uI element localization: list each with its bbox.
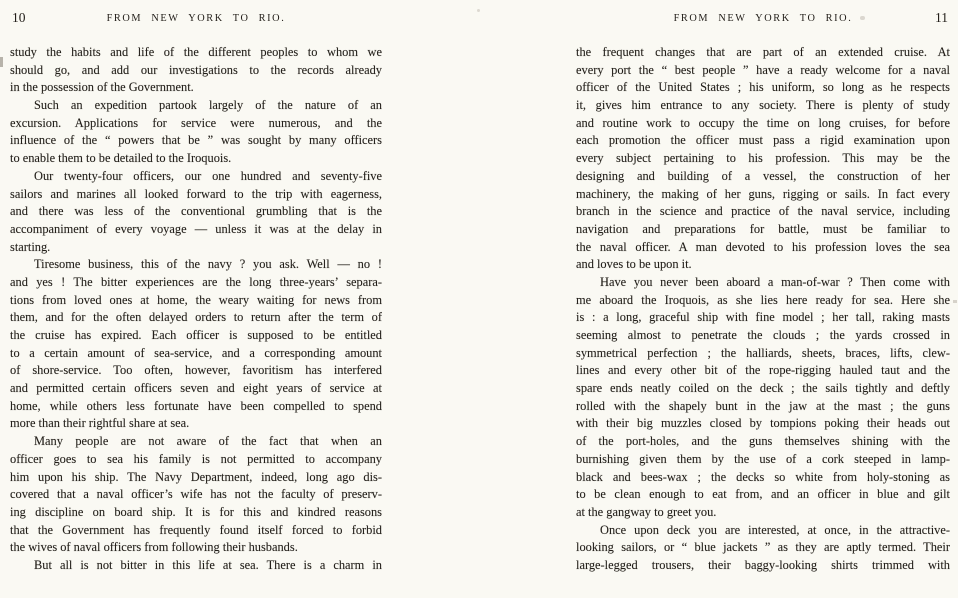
- page-left-header: [10, 11, 382, 27]
- running-title-left: FROM NEW YORK TO RIO.: [106, 13, 286, 24]
- scan-artifact: [477, 9, 480, 12]
- text-line: machinery, the making of her guns, rigging or sails. In fact every: [576, 186, 950, 201]
- scan-artifact: [953, 300, 957, 303]
- text-line: Our twenty-four officers, our one hundred and seventy-five: [34, 168, 382, 183]
- text-line: the wives of naval officers from following their husbands.: [10, 540, 298, 555]
- scan-artifact: [860, 16, 865, 20]
- text-line: each promotion the officer must pass a rigid examination upon: [576, 133, 950, 148]
- text-line: large-legged trousers, their baggy-looking shirts trimmed with: [576, 557, 950, 572]
- text-line: to be clean enough to eat from, and an officer in blue and gilt: [576, 487, 950, 502]
- text-line: rolled with the shapely bunt in the jaw at the mast ; the guns: [576, 398, 950, 413]
- text-line: to enable them to be detailed to the Iroquois.: [10, 151, 232, 166]
- text-line: the naval officer. A man devoted to his profession loves the sea: [576, 239, 950, 254]
- text-line: the cruise has expired. Each officer is supposed to be entitled: [10, 328, 382, 342]
- page-right-header: [576, 11, 950, 27]
- text-line: is : a long, graceful ship with fine model ; her tall, raking masts: [576, 310, 950, 325]
- text-line: covered that a naval officer’s wife has not the faculty of preserv-: [10, 487, 382, 502]
- page-number-left: 10: [12, 10, 26, 25]
- text-line: and permitted certain officers seven and eight years of service at: [10, 381, 382, 396]
- text-line: But all is not bitter in this life at sea. There is a charm in: [34, 557, 382, 572]
- text-line: and loves to be upon it.: [576, 257, 692, 272]
- text-line: officer of the United States ; his uniform, so long as he respects: [576, 80, 950, 95]
- text-line: burnishing given them by the use of a cork steeped in lamp-: [576, 451, 950, 466]
- scan-artifact: [0, 57, 3, 67]
- text-line: of the port-holes, and the guns themselves shining with the: [576, 434, 950, 449]
- text-line: lines and every other bit of the rope-rigging hauled taut and the: [576, 363, 950, 378]
- page-right-body: [576, 44, 950, 575]
- text-line: Many people are not aware of the fact that when an: [34, 434, 382, 449]
- text-line: to a certain amount of sea-service, and a corresponding amount: [10, 345, 382, 360]
- text-line: accompaniment of every voyage — unless it was at the delay in: [10, 221, 382, 236]
- text-line: more than their rightful share at sea.: [10, 416, 190, 431]
- text-line: tions from loved ones at home, the weary waiting for news from: [10, 292, 382, 307]
- text-line: branch in the science and practice of the naval service, including: [576, 204, 950, 219]
- text-line: me aboard the Iroquois, as she lies here ready for sea. Here she: [576, 292, 950, 307]
- text-line: black and bees-wax ; the decks so white from holy-stoning as: [576, 469, 950, 484]
- text-line: starting.: [10, 239, 51, 254]
- text-line: home, while others less fortunate have been compelled to spend: [10, 398, 382, 413]
- text-line: Such an expedition partook largely of the nature of an: [34, 98, 382, 113]
- running-title-right: FROM NEW YORK TO RIO.: [673, 13, 853, 24]
- text-line: seeming almost to penetrate the clouds ; the yards crossed in: [576, 328, 950, 342]
- text-line: in the possession of the Government.: [10, 80, 194, 95]
- text-line: officer goes to sea his family is not permitted to accompany: [10, 451, 382, 466]
- page-left-body: [10, 44, 382, 575]
- text-line: Have you never been aboard a man-of-war ? Then come with: [600, 274, 950, 289]
- text-line: and there was less of the conventional grumbling that is the: [10, 204, 382, 219]
- text-line: ing discipline on board ship. It is for this and kindred reasons: [10, 504, 382, 519]
- text-line: that the Government has frequently found itself forced to forbid: [10, 522, 382, 537]
- text-line: Tiresome business, this of the navy ? you ask. Well — no !: [34, 257, 382, 272]
- text-line: looking sailors, or “ blue jackets ” as they are aptly termed. Their: [576, 540, 950, 555]
- text-line: study the habits and life of the different peoples to whom we: [10, 45, 382, 59]
- text-line: and yes ! The bitter experiences are the long three-years’ separa-: [10, 274, 382, 289]
- text-line: influence of the “ powers that be ” was sought by many officers: [10, 133, 382, 148]
- text-line: with their big muzzles closed by tompions poking their heads out: [576, 416, 950, 431]
- text-line: the frequent changes that are part of an extended cruise. At: [576, 45, 950, 59]
- text-line: every subject pertaining to his profession. This may be the: [576, 151, 950, 166]
- text-line: spare ends neatly coiled on the deck ; the sails tightly and deftly: [576, 381, 950, 396]
- page-left: [10, 0, 382, 598]
- text-line: should go, and add our investigations to the records already: [10, 62, 382, 77]
- text-line: excursion. Applications for service were numerous, and the: [10, 115, 382, 130]
- text-line: sailors and marines all looked forward to the trip with eagerness,: [10, 186, 382, 201]
- text-line: them, and for the often delayed orders to return after the term of: [10, 310, 382, 325]
- page-number-right: 11: [935, 10, 948, 25]
- text-line: navigation and preparations for battle, must be familiar to: [576, 221, 950, 236]
- text-line: Once upon deck you are interested, at once, in the attractive-: [600, 522, 950, 537]
- text-line: him upon his ship. The Navy Department, indeed, long ago dis-: [10, 469, 382, 484]
- text-line: and routine work to occupy the time on long cruises, for before: [576, 115, 950, 130]
- text-line: it, gives him entrance to any society. There is plenty of study: [576, 98, 950, 113]
- text-line: every port the “ best people ” have a ready welcome for a naval: [576, 62, 950, 77]
- text-line: at the gangway to greet you.: [576, 504, 717, 519]
- page-right: [576, 0, 950, 598]
- text-line: symmetrical perfection ; the halliards, sheets, braces, lifts, clew-: [576, 345, 950, 360]
- text-line: of shore-service. Too often, however, favoritism has interfered: [10, 363, 382, 378]
- text-line: designing and building of a vessel, the construction of her: [576, 168, 950, 183]
